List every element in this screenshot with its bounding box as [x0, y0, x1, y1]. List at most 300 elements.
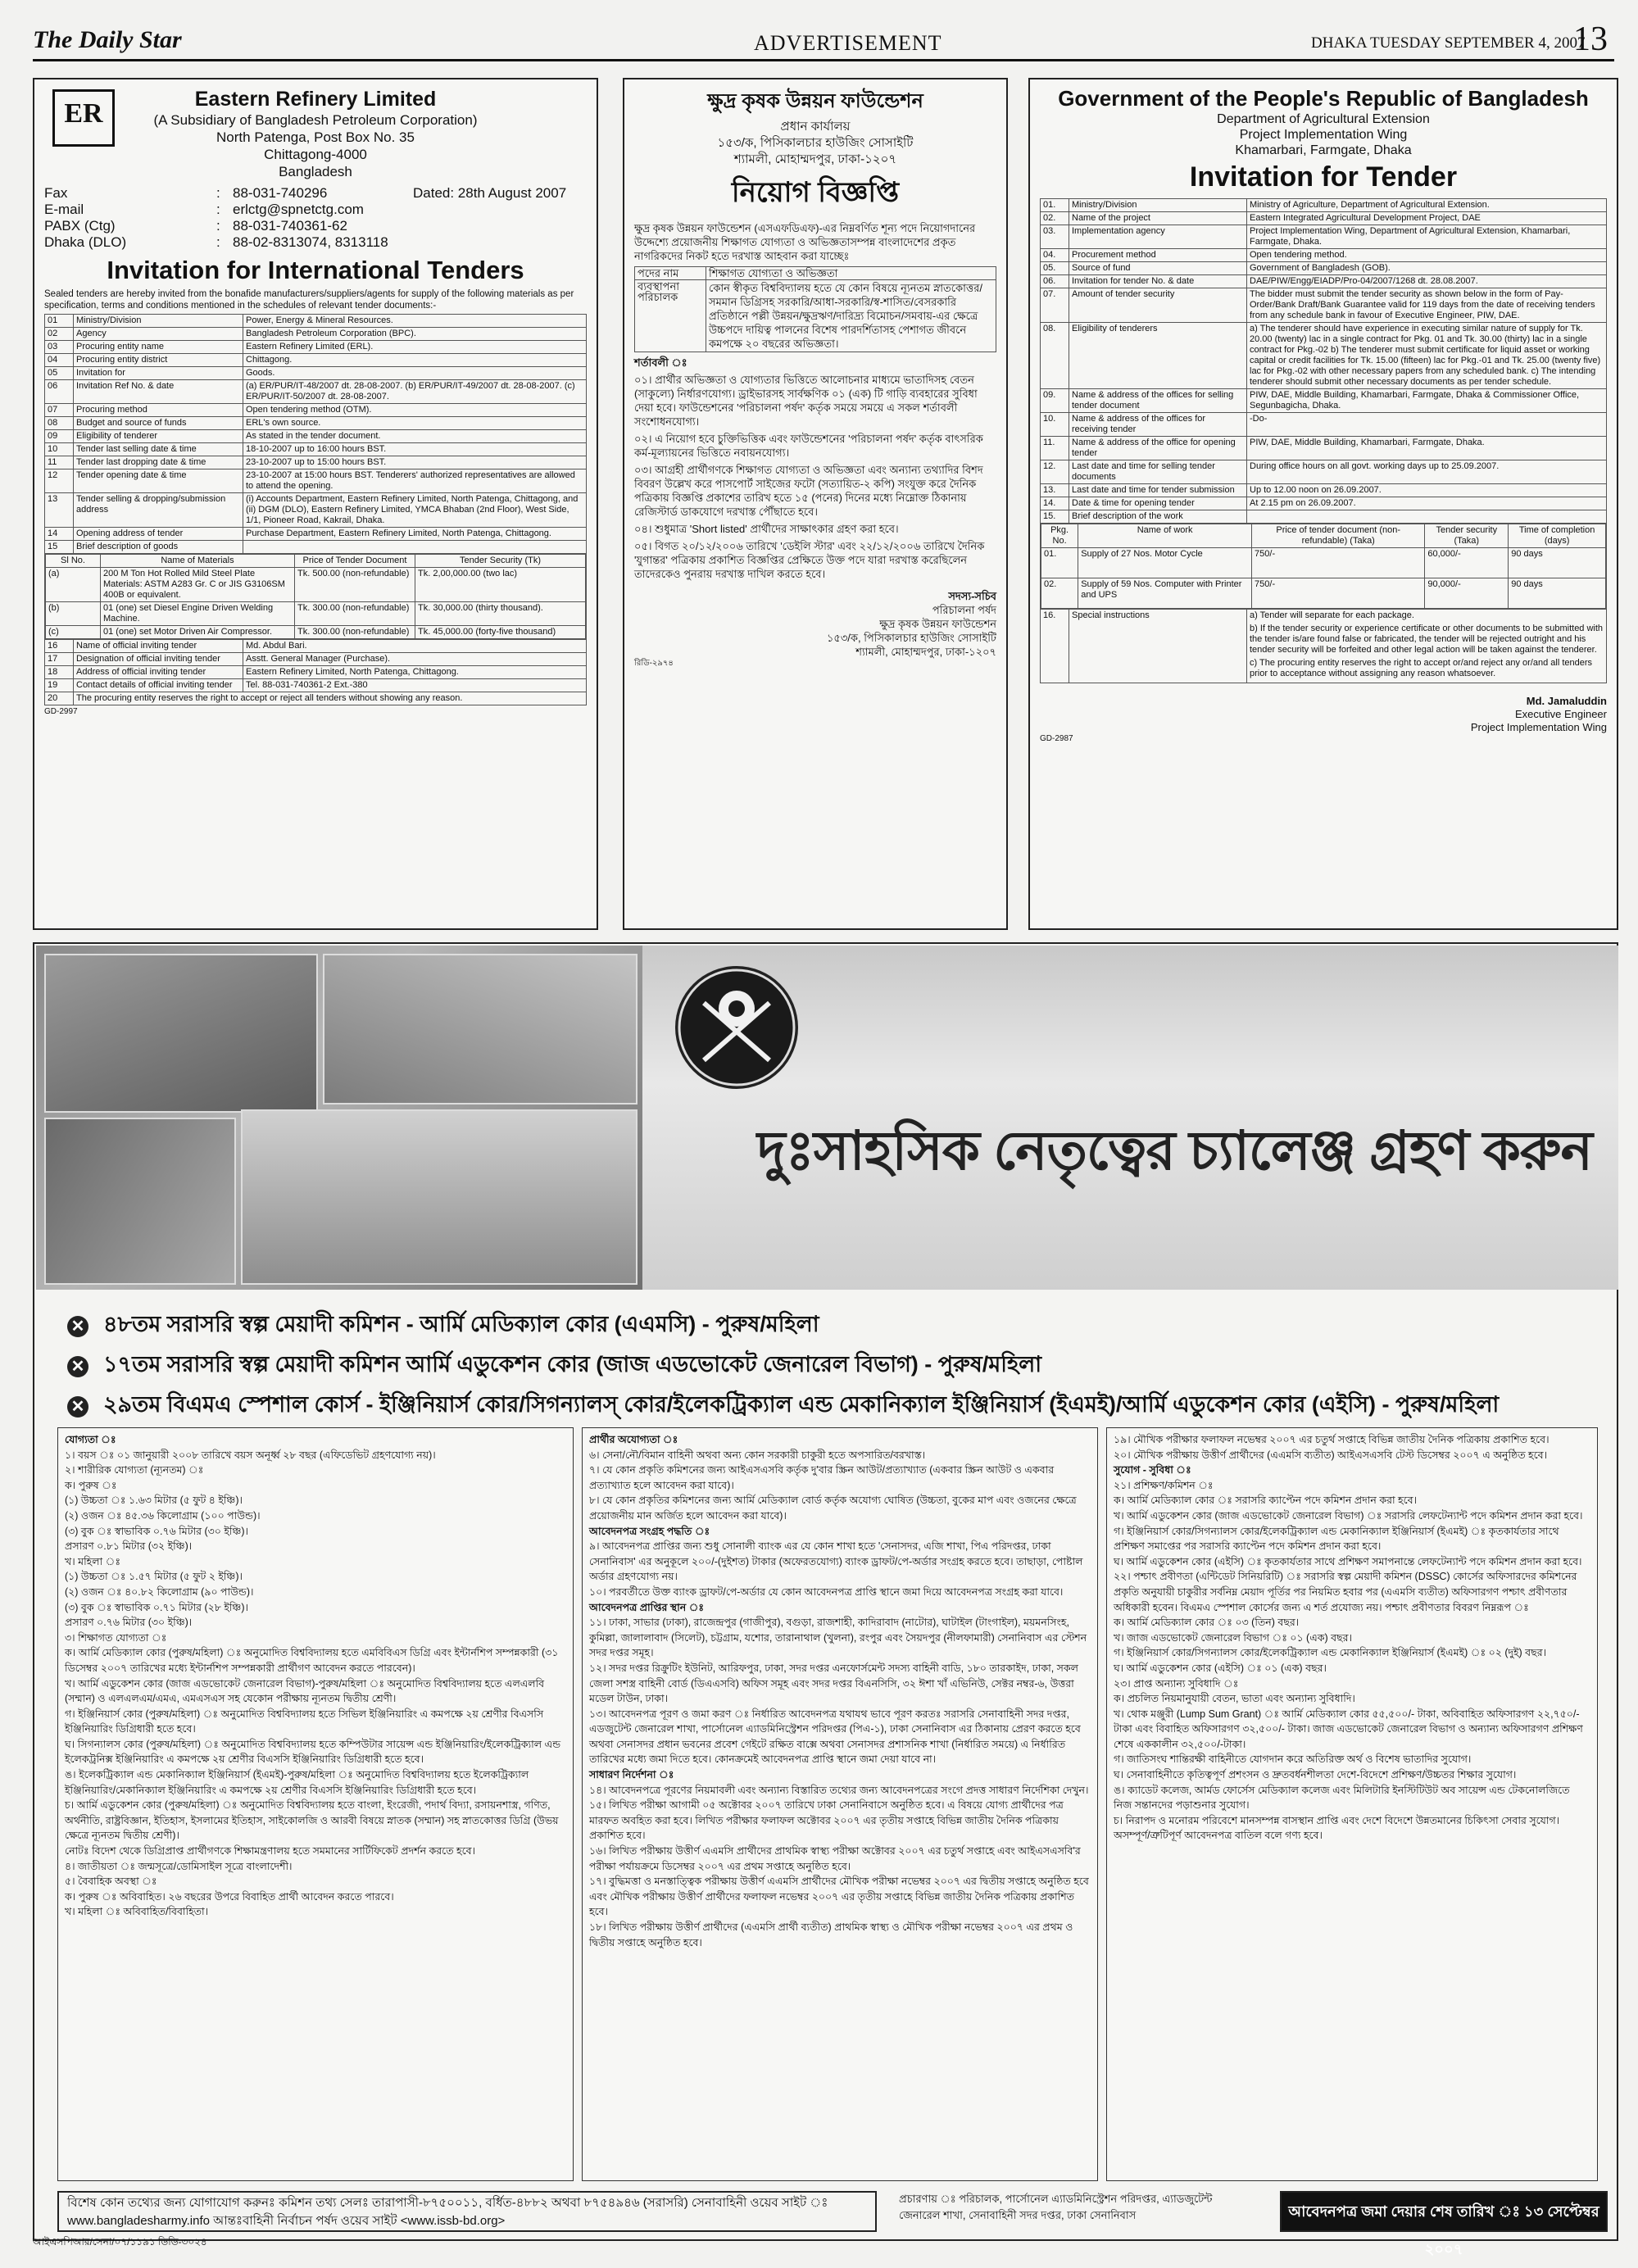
column-line: ঘ। আর্মি এডুকেশন কোর (এইসি) ঃ কৃতকার্যতার সাথে প্রশিক্ষণ সমাপনান্তে লেফটেন্যান্ট পদে কমিশন প্রদান করা হবে। — [1114, 1555, 1582, 1567]
table-cell: Supply of 59 Nos. Computer with Printer and UPS — [1078, 578, 1252, 609]
column-line: সাধারণ নির্দেশনা ঃ — [589, 1769, 674, 1781]
column-line: ঘ। সেনাবাহিনীতে কৃতিত্বপূর্ণ প্রশংসন ও দ্রুতবর্ধনশীলতা দেশে-বিদেশে প্রশিক্ষণ/উচ্চতর শিক্ষার সুযোগ। — [1114, 1769, 1517, 1781]
table-row — [45, 469, 587, 493]
department-address: Khamarbari, Farmgate, Dhaka — [1235, 143, 1412, 157]
table-cell: (a) — [46, 568, 101, 602]
table-cell: Ministry/Division — [1069, 199, 1247, 212]
table-header-cell: Price of Tender Document — [295, 555, 415, 568]
table-cell: Budget and source of funds — [74, 417, 243, 430]
table-cell: Designation of official inviting tender — [74, 653, 243, 666]
table-cell: Invitation for — [74, 367, 243, 380]
office-label: প্রধান কার্যালয় — [780, 120, 851, 134]
table-row — [1041, 510, 1607, 524]
table-cell: Brief description of the work — [1069, 510, 1247, 524]
construction-photo — [44, 1118, 236, 1285]
table-cell: 17 — [45, 653, 74, 666]
table-cell: Eastern Integrated Agricultural Development Project, DAE — [1247, 212, 1607, 225]
signer-line: পরিচালনা পর্ষদ — [932, 604, 996, 616]
column-line: (২) ওজন ঃ ৪৫.৩৬ কিলোগ্রাম (১০০ পাউন্ড)। — [65, 1509, 261, 1522]
wing-name: Project Implementation Wing — [1239, 128, 1408, 142]
column-line: খ। আর্মি এডুকেশন কোর (জাজ এডভোকেট জেনারেল বিভাগ)-পুরুষ/মহিলা ঃ অনুমোদিত বিশ্ববিদ্যালয় হতে এলএলবি (সম্মান) ও এলএলএম/এমএ, এমএসএস সহ যেকোন পরীক্ষায় ন্যূনতম দ্বিতীয় শ্রেণী। — [65, 1677, 545, 1705]
table-cell: Asstt. General Manager (Purchase). — [243, 653, 587, 666]
column-line: গ। ইঞ্জিনিয়ার্স কোর/সিগন্যালস কোর/ইলেকট্রিক্যাল এন্ড মেকানিক্যাল ইঞ্জিনিয়ার্স (ইএমই) ঃ ০২ (দুই) বছর। — [1114, 1647, 1547, 1659]
column-line: ৩। শিক্ষাগত যোগ্যতা ঃ — [65, 1631, 167, 1644]
table-cell: 90,000/- — [1425, 578, 1509, 609]
column-line: ৬। সেনা/নৌ/বিমান বাহিনী অথবা অন্য কোন সরকারী চাকুরী হতে অপসারিত/বরখাস্ত। — [589, 1449, 926, 1461]
column-line: গ। ইঞ্জিনিয়ার্স কোর (পুরুষ/মহিলা) ঃ অনুমোদিত বিশ্ববিদ্যালয় হতে সিভিল ইঞ্জিনিয়ারিং এ কমপক্ষে ২য় শ্রেণীর বিএসসি ইঞ্জিনিয়ারিং ডিগ্রিধারী হতে হবে। — [65, 1708, 544, 1735]
course-item — [67, 1388, 1591, 1425]
table-header-cell: Pkg. No. — [1041, 524, 1078, 548]
tender-title: Invitation for International Tenders — [107, 256, 524, 284]
table-row — [1041, 262, 1607, 275]
column-line: ঙ। ইলেকট্রিক্যাল এন্ড মেকানিক্যাল ইঞ্জিনিয়ার্স (ইএমই)-পুরুষ/মহিলা ঃ অনুমোদিত বিশ্ববিদ্যালয় হতে ইলেকট্রিক্যাল ইঞ্জিনিয়ারিং/মেকানিক্যাল ইঞ্জিনিয়ারিং এ কমপক্ষে ২য় শ্রেণীর বিএসসি ইঞ্জিনিয়ারিং ডিগ্রিধারী হতে হবে। — [65, 1769, 529, 1796]
table-cell: Ministry/Division — [74, 315, 243, 328]
recruitment-intro: ক্ষুদ্র কৃষক উন্নয়ন ফাউন্ডেশন (এসএফডিএফ)-এর নিম্নবর্ণিত শূন্য পদে নিয়োগদানের উদ্দেশ্যে প্রয়োজনীয় শিক্ষাগত যোগ্যতা ও অভিজ্ঞতাসম্পন্ন বাংলাদেশের প্রকৃত নাগরিকদের নিকট হতে দরখাস্ত আহবান করা যাচ্ছেঃ — [634, 222, 976, 262]
table-cell: Source of fund — [1069, 262, 1247, 275]
org-name: ক্ষুদ্র কৃষক উন্নয়ন ফাউন্ডেশন — [707, 90, 923, 112]
table-cell: Power, Energy & Mineral Resources. — [243, 315, 587, 328]
post-qualification: কোন স্বীকৃত বিশ্ববিদ্যালয় হতে যে কোন বিষয়ে ন্যূনতম স্নাতকোত্তর/সমমান ডিগ্রিসহ সরকারি/আধা-সরকারি/স্ব-শাসিত/বেসরকারি প্রতিষ্ঠানে পল্লী উন্নয়ন/ক্ষুদ্রঋণ/দারিদ্র্য বিমোচন/সমবায়-এর ক্ষেত্রে উচ্চপদে দায়িত্ব পালনের বিশেষ পারদর্শিতাসহ পেশাগত জীবনে কমপক্ষে ২০ বছরের অভিজ্ঞতা। — [706, 280, 996, 352]
contact-date: Dated: 28th August 2007 — [413, 185, 567, 201]
contact-value: 88-031-740296 — [233, 185, 328, 201]
ad-code: GD-2997 — [44, 707, 78, 716]
laboratory-photo — [241, 1109, 638, 1285]
term-item: ০৫। বিগত ২০/১২/২০০৬ তারিখে 'ডেইলি স্টার' এবং ২২/১২/২০০৬ তারিখে দৈনিক 'যুগান্তর' পত্রিকায় প্রকাশিত বিজ্ঞপ্তির প্রেক্ষিতে উক্ত পদে যারা দরখাস্ত করেছিলেন তাদেরকেও পুনরায় দরখাস্ত দাখিল করতে হবে। — [634, 540, 985, 580]
table-row — [45, 456, 587, 469]
table-row — [1041, 437, 1607, 460]
column-line: ঙ। ক্যাডেট কলেজ, আর্মড ফোর্সেস মেডিক্যাল কলেজ এবং মিলিটারি ইনস্টিটিউট অব সায়েন্স এন্ড টেকনোলজিতে নিজ সন্তানদের পড়াশুনার সুযোগ। — [1114, 1784, 1570, 1812]
column-line: ১৪। আবেদনপত্রে পূরণের নিয়মাবলী এবং অন্যান্য বিস্তারিত তথ্যের জন্য আবেদনপত্রের সংগে প্রদত্ত সাধারণ নির্দেশিকা দেখুন। — [589, 1784, 1089, 1796]
table-cell: (c) — [46, 626, 101, 639]
table-row — [1041, 548, 1606, 578]
column-line: আবেদনপত্র প্রাপ্তির স্থান ঃ — [589, 1601, 705, 1613]
column-line: খ। মহিলা ঃ অবিবাহিত/বিবাহিতা। — [65, 1906, 209, 1918]
signer-line: ক্ষুদ্র কৃষক উন্নয়ন ফাউন্ডেশন — [879, 618, 996, 630]
table-cell: At 2.15 pm on 26.09.2007. — [1247, 497, 1607, 510]
table-cell: 14 — [45, 528, 74, 541]
soldiers-bridge-photo — [44, 954, 318, 1113]
table-row — [45, 640, 587, 653]
column-line: নোটঃ বিদেশ থেকে ডিগ্রিপ্রাপ্ত প্রার্থীগণকে শিক্ষামন্ত্রণালয় হতে সমমানের সার্টিফিকেট প্রদর্শন করতে হবে। — [65, 1845, 476, 1857]
column-line: ১৩। আবেদনপত্র পূরণ ও জমা করণ ঃ নির্ধারিত আবেদনপত্র যথাযথ ভাবে পূরণ করতঃ সরাসরি সেনাবাহিনী সদর দপ্তর, এডজুটেন্ট জেনারেল শাখা, পার্সোনেল এ্যাডমিনিস্ট্রেশন পরিদপ্তর (পিএ-১), ঢাকা সেনানিবাস এর ঠিকানায় প্রেরণ করতে হবে অথবা সেনাসদর প্রধান ভবনের প্রবেশ গেইটে রক্ষিত বাক্সে অথবা সেনাসদর প্রশাসনিক শাখা (নির্ধারিত সময়ে) এ নির্ধারিত তারিখের মধ্যে জমা দিতে হবে। কোনক্রমেই আবেদনপত্র প্রাপ্তি স্থানে জমা দেয়া যাবে না। — [589, 1708, 1081, 1766]
column-line: ক। প্রচলিত নিয়মানুযায়ী বেতন, ভাতা এবং অন্যান্য সুবিধাদি। — [1114, 1693, 1355, 1705]
signature-block — [634, 589, 996, 659]
table-row — [1041, 578, 1606, 609]
eastern-refinery-tender-ad — [33, 78, 598, 930]
column-line: ২৩। প্রাপ্ত অন্যান্য সুবিধাদি ঃ — [1114, 1677, 1239, 1690]
table-cell: Address of official inviting tender — [74, 666, 243, 679]
course-name: ৪৮তম সরাসরি স্বল্প মেয়াদী কমিশন - আর্মি মেডিক্যাল কোর (এএমসি) - পুরুষ/মহিলা — [103, 1312, 819, 1336]
table-cell: Implementation agency — [1069, 225, 1247, 249]
contact-row — [44, 234, 587, 251]
column-line: গ। ইঞ্জিনিয়ার্স কোর/সিগন্যালস কোর/ইলেকট্রিক্যাল এন্ড মেকানিক্যাল ইঞ্জিনিয়ার্স (ইএমই) ঃ কৃতকার্যতার সাথে প্রশিক্ষণ সমাপ্তের পর সরাসরি ক্যাপ্টেন পদে কমিশন প্রদান করা হবে। — [1114, 1525, 1559, 1553]
table-row — [45, 354, 587, 367]
table-cell: 13 — [45, 493, 74, 528]
table-cell: 08 — [45, 417, 74, 430]
table-cell — [45, 554, 587, 640]
table-cell: Invitation Ref No. & date — [74, 380, 243, 404]
column-line: ১২। সদর দপ্তর রিক্রুটিং ইউনিট, আরিফপুর, ঢাকা, সদর দপ্তর এনফোর্সমেন্ট সদস্য বাহিনী বাডি, ১৮০ তারকাইদ, ঢাকা, সকল জেলা সশস্ত্র বাহিনী বোর্ড (ডিএএসবি) অফিস সমূহ এবং সদর দপ্তর বিএনসিসি, ৩২ ঈশা খাঁ এভিনিউ, সেক্টর নম্বর-৬, উত্তরা মডেল টাউন, ঢাকা। — [589, 1662, 1078, 1705]
department-name: Department of Agricultural Extension — [1217, 112, 1430, 126]
column-line: আবেদনপত্র সংগ্রহ পদ্ধতি ঃ — [589, 1525, 710, 1537]
special-instruction: c) The procuring entity reserves the right to accept or/and reject any or/and all tenders prior to acceptance without assigning any reason whatsoever. — [1250, 658, 1593, 678]
column-line: ৫। বৈবাহিক অবস্থা ঃ — [65, 1876, 157, 1888]
table-cell: Tender selling & dropping/submission address — [74, 493, 243, 528]
course-name: ২৯তম বিএমএ স্পেশাল কোর্স - ইঞ্জিনিয়ার্স কোর/সিগন্যালস্ কোর/ইলেকট্রিক্যাল এন্ড মেকানিক্যাল ইঞ্জিনিয়ার্স (ইএমই)/আর্মি এডুকেশন কোর (এইসি) - পুরুষ/মহিলা — [103, 1392, 1500, 1417]
table-row — [46, 568, 586, 602]
table-cell: Government of Bangladesh (GOB). — [1247, 262, 1607, 275]
table-cell: Tender last dropping date & time — [74, 456, 243, 469]
table-cell: Tk. 300.00 (non-refundable) — [295, 602, 415, 626]
table-cell: Md. Abdul Bari. — [243, 640, 587, 653]
signature-block — [1040, 695, 1607, 734]
term-item: ০৪। শুধুমাত্র 'Short listed' প্রার্থীদের সাক্ষাৎকার গ্রহণ করা হবে। — [634, 523, 899, 535]
table-cell: 18-10-2007 up to 16:00 hours BST. — [243, 443, 587, 456]
issue-date: DHAKA TUESDAY SEPTEMBER 4, 2007 — [1311, 34, 1586, 52]
eastern-refinery-logo: ER — [52, 89, 115, 147]
contact-value: 88-031-740361-62 — [233, 218, 347, 234]
column-line: চ। নিরাপদ ও মনোরম পরিবেশে মানসম্পন্ন বাসস্থান প্রাপ্তি এবং দেশে বিদেশে উন্নতমানের চিকিৎসা সেবার সুযোগ। — [1114, 1814, 1560, 1826]
table-cell: 200 M Ton Hot Rolled Mild Steel Plate Materials: ASTM A283 Gr. C or JIS G3106SM 400B or equivalent. — [101, 568, 295, 602]
table-cell: Procuring entity district — [74, 354, 243, 367]
goods-table — [45, 554, 586, 639]
table-cell: Goods. — [243, 367, 587, 380]
table-header-cell: Name of Materials — [101, 555, 295, 568]
table-header-cell: Sl No. — [46, 555, 101, 568]
signer-line: শ্যামলী, মোহাম্মদপুর, ঢাকা-১২০৭ — [855, 646, 996, 658]
column-line: ২১। প্রশিক্ষণ/কমিশন ঃ — [1114, 1479, 1214, 1491]
application-column — [582, 1427, 1098, 2181]
table-cell: 03 — [45, 341, 74, 354]
dae-tender-ad — [1028, 78, 1618, 930]
column-line: খ। আর্মি এডুকেশন কোর (জাজ এডভোকেট জেনারেল বিভাগ) ঃ সরাসরি লেফটেন্যান্ট পদে কমিশন প্রদান করা হবে। — [1114, 1509, 1583, 1522]
course-item — [67, 1308, 1591, 1345]
contact-label: Fax — [44, 185, 68, 201]
table-cell: 90 days — [1509, 578, 1606, 609]
table-cell: 16 — [45, 640, 74, 653]
table-row — [1041, 288, 1607, 323]
table-cell: 18 — [45, 666, 74, 679]
table-header-cell: Tender security (Taka) — [1425, 524, 1509, 548]
table-cell: 23-10-2007 up to 15:00 hours BST. — [243, 456, 587, 469]
page-header — [33, 20, 1614, 61]
table-row — [1041, 389, 1607, 413]
column-line: (৩) বুক ঃ স্বাভাবিক ০.৭১ মিটার (২৮ ইঞ্চি)। — [65, 1601, 248, 1613]
table-cell — [1247, 610, 1607, 683]
column-line: ২০। মৌখিক পরীক্ষায় উত্তীর্ণ প্রার্থীদের (এএমসি ব্যতীত) আইএসএসবি টেস্ট ডিসেম্বর ২০০৭ এ অনুষ্ঠিত হবে। — [1114, 1449, 1548, 1461]
org-address-line: শ্যামলী, মোহাম্মদপুর, ঢাকা-১২০৭ — [733, 152, 897, 166]
qualification-header: শিক্ষাগত যোগ্যতা ও অভিজ্ঞতা — [706, 267, 996, 280]
table-cell: 07 — [45, 404, 74, 417]
column-line: চ। আর্মি এডুকেশন কোর (পুরুষ/মহিলা) ঃ অনুমোদিত বিশ্ববিদ্যালয় হতে বাংলা, ইংরেজী, পদার্থ বিদ্যা, রসায়নশাস্ত্র, গণিত, অর্থনীতি, রাষ্ট্রবিজ্ঞান, ইতিহাস, ইসলামের ইতিহাস, সাইকোলজি ও আরবী বিষয়ে স্নাতক (সম্মান) সহ স্নাতকোত্তর ডিগ্রি (উভয় ক্ষেত্রে ন্যূনতম দ্বিতীয় শ্রেণী)। — [65, 1799, 559, 1842]
table-cell: The bidder must submit the tender security as shown below in the form of Pay-Order/Bank Draft/Bank Guarantee valid for 119 days from the date of receiving tenders from any schedule bank in favour of Executive Engineer, PIW, DAE. — [1247, 288, 1607, 323]
column-line: ১০। পরবর্তীতে উক্ত ব্যাংক ড্রাফট/পে-অর্ডার যে কোন আবেদনপত্র প্রাপ্তি স্থানে জমা দিয়ে আবেদনপত্র সংগ্রহ করা যাবে। — [589, 1585, 1064, 1598]
table-cell: PIW, DAE, Middle Building, Khamarbari, Farmgate, Dhaka & Commissioner Office, Segunbagicha, Dhaka. — [1247, 389, 1607, 413]
package-table — [1041, 524, 1606, 609]
table-cell: Invitation for tender No. & date — [1069, 275, 1247, 288]
column-line: ৭। যে কোন প্রকৃতি কমিশনের জন্য আইএসএসবি কর্তৃক দু'বার স্ক্রিন আউট/প্রত্যাখ্যাত (একবার স্ক্রিন আউট ও একবার প্রত্যাখ্যাত হলে আবেদন করা যাবে)। — [589, 1464, 1055, 1491]
table-cell — [1247, 510, 1607, 524]
table-cell: Project Implementation Wing, Department of Agricultural Extension, Khamarbari, Farmgate, Dhaka. — [1247, 225, 1607, 249]
table-cell: 11. — [1041, 437, 1069, 460]
table-cell: Last date and time for tender submission — [1069, 484, 1247, 497]
table-cell: -Do- — [1247, 413, 1607, 437]
table-cell: Procuring entity name — [74, 341, 243, 354]
table-cell: DAE/PIW/Engg/EIADP/Pro-04/2007/1268 dt. 28.08.2007. — [1247, 275, 1607, 288]
table-cell: Supply of 27 Nos. Motor Cycle — [1078, 548, 1252, 578]
table-cell: 01. — [1041, 199, 1069, 212]
table-cell: 01. — [1041, 548, 1078, 578]
column-line: সুযোগ - সুবিধা ঃ — [1114, 1464, 1191, 1476]
table-cell: Tel. 88-031-740361-2 Ext.-380 — [243, 679, 587, 692]
table-cell: (a) ER/PUR/IT-48/2007 dt. 28-08-2007. (b) ER/PUR/IT-49/2007 dt. 28-08-2007. (c) ER/PUR/IT-50/2007 dt. 28-08-2007. — [243, 380, 587, 404]
table-row — [1041, 212, 1607, 225]
table-cell: 01 — [45, 315, 74, 328]
table-row — [1041, 497, 1607, 510]
signer-title: সদস্য-সচিব — [948, 590, 996, 602]
table-cell: 04 — [45, 354, 74, 367]
table-cell: 06 — [45, 380, 74, 404]
column-line: ১৬। লিখিত পরীক্ষায় উত্তীর্ণ এএমসি প্রার্থীদের প্রাথমিক স্বাস্থ্য পরীক্ষা অক্টোবর ২০০৭ এর চতুর্থ সপ্তাহে এবং আইএসএসবি'র পরীক্ষা পর্যায়ক্রমে ডিসেম্বর ২০০৭ এর প্রথম সপ্তাহে অনুষ্ঠিত হবে। — [589, 1845, 1081, 1872]
table-row — [1041, 199, 1607, 212]
column-line: খ। থোক মঞ্জুরী (Lump Sum Grant) ঃ আর্মি মেডিক্যাল কোর ৫৫,৫০০/- টাকা, অবিবাহিত অফিসারগণ ২২,৭৫০/- টাকা এবং বিবাহিত অফিসারগণ ৩২,৫০০/- টাকা। জাজ এডভোকেট জেনারেল বিভাগ ও অন্যান্য অফিসারগণ প্রশিক্ষণ শেষে এককালীন ৩২,৫০০/-টাকা। — [1114, 1708, 1583, 1750]
post-header: পদের নাম — [635, 267, 706, 280]
table-cell: 20 — [45, 692, 74, 705]
column-line: ক। আর্মি মেডিক্যাল কোর ঃ ০৩ (তিন) বছর। — [1114, 1617, 1300, 1629]
column-line: প্রার্থীর অযোগ্যতা ঃ — [589, 1434, 678, 1445]
table-cell: 13. — [1041, 484, 1069, 497]
table-cell: 750/- — [1252, 548, 1425, 578]
table-row — [45, 430, 587, 443]
page-number: 13 — [1573, 20, 1608, 58]
deadline-box: আবেদনপত্র জমা দেয়ার শেষ তারিখ ঃ ১৩ সেপ্টেম্বর ২০০৭ — [1280, 2191, 1608, 2232]
table-cell: 08. — [1041, 323, 1069, 389]
course-list — [67, 1304, 1591, 1428]
company-address-line: Chittagong-4000 — [264, 147, 367, 162]
newspaper-name: The Daily Star — [33, 26, 182, 53]
benefits-column — [1106, 1427, 1598, 2181]
table-cell: Brief description of goods — [74, 541, 243, 554]
term-item: ০২। এ নিয়োগ হবে চুক্তিভিত্তিক এবং ফাউন্ডেশনের 'পরিচালনা পর্ষদ' কর্তৃক বাৎসরিক কর্ম-মূল্যায়নের ভিত্তিতে নবায়নযোগ্য। — [634, 433, 983, 459]
table-cell: 02. — [1041, 578, 1078, 609]
table-cell: During office hours on all govt. working days up to 25.09.2007. — [1247, 460, 1607, 484]
term-item: ০৩। আগ্রহী প্রার্থীগণকে শিক্ষাগত যোগ্যতা ও অভিজ্ঞতা এবং অন্যান্য তথ্যাদির বিশদ বিবরণ উল্লেখ করে পাসপোর্ট সাইজের ফটো (সত্যায়িত-২ কপি) সংযুক্ত করে দৈনিক পত্রিকায় বিজ্ঞপ্তি প্রকাশের তারিখ হতে ১৫ (পনের) দিনের মধ্যে নিম্নোক্ত ঠিকানায় রেজিস্টার্ড ডাকযোগে দরখাস্ত পৌঁছাতে হবে। — [634, 464, 983, 518]
table-row — [45, 328, 587, 341]
company-name: Eastern Refinery Limited — [194, 88, 437, 111]
cross-bullet-icon: ✕ — [67, 1396, 88, 1418]
table-row — [45, 341, 587, 354]
post-table — [634, 266, 996, 352]
table-row — [1041, 610, 1607, 683]
table-header-cell: Price of tender document (non-refundable) (Taka) — [1252, 524, 1425, 548]
table-cell: ERL's own source. — [243, 417, 587, 430]
contact-colon: : — [216, 202, 220, 217]
column-line: খ। মহিলা ঃ — [65, 1555, 121, 1567]
table-header-cell: Name of work — [1078, 524, 1252, 548]
contact-row — [44, 202, 587, 218]
column-line: ১৫। লিখিত পরীক্ষা আগামী ০৫ অক্টোবর ২০০৭ তারিখে ঢাকা সেনানিবাসে অনুষ্ঠিত হবে। এ বিষয়ে যোগ্য প্রার্থীদের পত্র মারফত অবহিত করা হবে। লিখিত পরীক্ষার ফলাফল অক্টোবর ২০০৭ এর তৃতীয় সপ্তাহে বিভিন্ন জাতীয় দৈনিক পত্রিকায় প্রকাশিত হবে। — [589, 1799, 1064, 1842]
table-row — [45, 417, 587, 430]
special-instruction: b) If the tender security or experience certificate or other documents to be submitted with the tender is/are found false or fabricated, the tender will be rejected outright and his tender security will be forfeited and other legal action will be taken against the tenderer. — [1250, 624, 1604, 655]
recruitment-title: নিয়োগ বিজ্ঞপ্তি — [731, 177, 900, 208]
table-cell: Name of the project — [1069, 212, 1247, 225]
contact-label: E-mail — [44, 202, 84, 217]
table-cell: 12. — [1041, 460, 1069, 484]
table-cell: Eligibility of tenderers — [1069, 323, 1247, 389]
column-line: ১৭। বুদ্ধিমত্তা ও মনস্তাত্ত্বিক পরীক্ষায় উত্তীর্ণ এএমসি প্রার্থীদের মৌখিক পরীক্ষা নভেম্বর ২০০৭ এর দ্বিতীয় সপ্তাহে অনুষ্ঠিত হবে এবং মৌখিক পরীক্ষায় উত্তীর্ণ প্রার্থীদের ফলাফল নভেম্বর ২০০৭ এর তৃতীয় সপ্তাহে বিভিন্ন জাতীয় দৈনিক পত্রিকায় প্রকাশিত হবে। — [589, 1876, 1089, 1918]
contact-label: PABX (Ctg) — [44, 218, 116, 234]
contact-value: erlctg@spnetctg.com — [233, 202, 364, 217]
company-address-line: Bangladesh — [279, 164, 352, 179]
contact-row — [44, 185, 587, 202]
column-line: প্রসারণ ০.৮১ মিটার (৩২ ইঞ্চি)। — [65, 1540, 193, 1553]
cross-bullet-icon: ✕ — [67, 1356, 88, 1377]
column-line: ক। আর্মি মেডিক্যাল কোর (পুরুষ/মহিলা) ঃ অনুমোদিত বিশ্ববিদ্যালয় হতে এমবিবিএস ডিগ্রি এবং ইন্টার্নশিপ সম্পন্নকারী (৩১ ডিসেম্বর ২০০৭ তারিখের মধ্যে ইন্টার্নশিপ সম্পন্নকারী প্রার্থীগণ আবেদন করতে পারবেন)। — [65, 1647, 559, 1674]
table-cell: 10 — [45, 443, 74, 456]
table-cell: 01 (one) set Motor Driven Air Compressor. — [101, 626, 295, 639]
table-cell: 02 — [45, 328, 74, 341]
tender-details-table — [1040, 198, 1607, 683]
table-cell: 15. — [1041, 510, 1069, 524]
table-row — [45, 666, 587, 679]
table-cell: 14. — [1041, 497, 1069, 510]
column-line: ৮। যে কোন প্রকৃতির কমিশনের জন্য আর্মি মেডিক্যাল বোর্ড কর্তৃক অযোগ্য ঘোষিত (উচ্চতা, বুকের মাপ এবং ওজনের ক্ষেত্রে প্রয়োজনীয় মান অর্জিত হলে আবেদন করা যাবে)। — [589, 1495, 1077, 1522]
column-line: খ। জাজ এডভোকেট জেনারেল বিভাগ ঃ ০১ (এক) বছর। — [1114, 1631, 1352, 1644]
table-row — [45, 653, 587, 666]
table-cell: Date & time for opening tender — [1069, 497, 1247, 510]
special-instruction: a) Tender will separate for each package. — [1250, 610, 1414, 620]
column-line: যোগ্যতা ঃ — [65, 1434, 116, 1445]
table-cell: Open tendering method (OTM). — [243, 404, 587, 417]
table-cell: Eastern Refinery Limited (ERL). — [243, 341, 587, 354]
column-line: ৪। জাতীয়তা ঃ জন্মসূত্রে/ডোমিসাইল সূত্রে বাংলাদেশী। — [65, 1860, 293, 1872]
table-cell: 60,000/- — [1425, 548, 1509, 578]
table-cell: Tender last selling date & time — [74, 443, 243, 456]
contact-colon: : — [216, 185, 220, 201]
table-cell: 05 — [45, 367, 74, 380]
table-row — [46, 555, 586, 568]
column-line: গ। জাতিসংঘ শান্তিরক্ষী বাহিনীতে যোগদান করে অতিরিক্ত অর্থ ও বিশেষ ভাতাদির সুযোগ। — [1114, 1753, 1472, 1766]
table-cell: Procurement method — [1069, 249, 1247, 262]
table-row — [45, 404, 587, 417]
table-cell: 07. — [1041, 288, 1069, 323]
table-cell: Ministry of Agriculture, Department of Agricultural Extension. — [1247, 199, 1607, 212]
table-row — [46, 626, 586, 639]
tender-title: Invitation for Tender — [1189, 161, 1458, 193]
table-cell: 10. — [1041, 413, 1069, 437]
table-cell: 01 (one) set Diesel Engine Driven Welding Machine. — [101, 602, 295, 626]
sfdf-recruitment-ad — [623, 78, 1008, 930]
column-line: ক। পুরুষ ঃ অবিবাহিত। ২৬ বছরের উপরে বিবাহিত প্রার্থী আবেদন করতে পারবে। — [65, 1890, 394, 1903]
column-line: (১) উচ্চতা ঃ ১.৬৩ মিটার (৫ ফুট ৪ ইঞ্চি)। — [65, 1495, 243, 1507]
table-cell: Tk. 300.00 (non-refundable) — [295, 626, 415, 639]
column-line: ক। পুরুষ ঃ — [65, 1479, 117, 1491]
table-cell: 05. — [1041, 262, 1069, 275]
column-line: প্রসারণ ০.৭৬ মিটার (৩০ ইঞ্চি)। — [65, 1617, 193, 1629]
table-cell: 09 — [45, 430, 74, 443]
table-cell: Eligibility of tenderer — [74, 430, 243, 443]
cross-bullet-icon: ✕ — [67, 1316, 88, 1337]
table-cell: 06. — [1041, 275, 1069, 288]
course-item — [67, 1348, 1591, 1385]
ad-code: আইএসপিআর/সেনা/০৭/১১৯১ ডিডি-৩০২৪ — [33, 2236, 207, 2248]
column-line: ৯। আবেদনপত্র প্রাপ্তির জন্য শুধু সোনালী ব্যাংক এর যে কোন শাখা হতে 'সেনাসদর, এজি শাখা, পিএ পরিদপ্তর, ঢাকা সেনানিবাস' এর অনুকূলে ২০০/-(দুইশত) টাকার (অফেরতযোগ্য) ব্যাংক ড্রাফট/পে-অর্ডার সংগ্রহ করতে হবে। তাছাড়া, পোষ্টাল অর্ডার গ্রহণযোগ্য নয়। — [589, 1540, 1083, 1583]
contact-value: 88-02-8313074, 8313118 — [233, 234, 388, 250]
table-cell: Bangladesh Petroleum Corporation (BPC). — [243, 328, 587, 341]
table-cell: Opening address of tender — [74, 528, 243, 541]
table-cell: 19 — [45, 679, 74, 692]
contact-info-box: বিশেষ কোন তথ্যের জন্য যোগাযোগ করুনঃ কমিশন তথ্য সেলঃ তারাপাসী-৮৭৫০০১১, বর্ধিত-৪৮৮২ অথবা ৮৭৫৪৯৪৬ (সরাসরি) সেনাবাহিনী ওয়েব সাইট ঃ www.bangladesharmy.info আন্তঃবাহিনী নির্বাচন পর্ষদ ওয়েব সাইট <www.issb-bd.org> — [57, 2191, 877, 2232]
table-cell: Last date and time for selling tender documents — [1069, 460, 1247, 484]
table-cell: 04. — [1041, 249, 1069, 262]
table-cell: Agency — [74, 328, 243, 341]
government-name: Government of the People's Republic of Bangladesh — [1058, 86, 1589, 111]
contact-label: Dhaka (DLO) — [44, 234, 127, 250]
table-row — [45, 443, 587, 456]
banner-photo — [36, 946, 1618, 1290]
table-cell: 12 — [45, 469, 74, 493]
post-name: ব্যবস্থাপনা পরিচালক — [635, 280, 706, 352]
eligibility-column — [57, 1427, 574, 2181]
table-cell: Purchase Department, Eastern Refinery Limited, North Patenga, Chittagong. — [243, 528, 587, 541]
table-row — [45, 679, 587, 692]
column-line: ১। বয়স ঃ ০১ জানুয়ারী ২০০৮ তারিখে বয়স অনূর্ধ্ব ২৮ বছর (এফিডেভিট গ্রহণযোগ্য নয়)। — [65, 1449, 436, 1461]
table-cell: Tk. 2,00,000.00 (two lac) — [415, 568, 586, 602]
table-cell: 11 — [45, 456, 74, 469]
table-cell: The procuring entity reserves the right to accept or reject all tenders without showing any reason. — [74, 692, 587, 705]
table-cell: Eastern Refinery Limited, North Patenga, Chittagong. — [243, 666, 587, 679]
table-cell: Tender opening date & time — [74, 469, 243, 493]
table-cell: 23-10-2007 at 15:00 hours BST. Tenderers' authorized representatives are allowed to attend the opening. — [243, 469, 587, 493]
column-line: (৩) বুক ঃ স্বাভাবিক ০.৭৬ মিটার (৩০ ইঞ্চি)। — [65, 1525, 249, 1537]
table-row — [45, 315, 587, 328]
table-row — [46, 602, 586, 626]
publicity-line: প্রচারণায় ঃ পরিচালক, পার্সোনেল এ্যাডমিনিস্ট্রেশন পরিদপ্তর, এ্যাডজুটেন্ট জেনারেল শাখা, সেনাবাহিনী সদর দপ্তর, ঢাকা সেনানিবাস — [899, 2193, 1213, 2221]
company-address-line: North Patenga, Post Box No. 35 — [216, 129, 415, 145]
contact-colon: : — [216, 218, 220, 234]
table-cell: Tk. 45,000.00 (forty-five thousand) — [415, 626, 586, 639]
table-cell: As stated in the tender document. — [243, 430, 587, 443]
table-cell: 16. — [1041, 610, 1069, 683]
column-line: (২) ওজন ঃ ৪০.৮২ কিলোগ্রাম (৯০ পাউন্ড)। — [65, 1585, 254, 1598]
section-title: ADVERTISEMENT — [754, 31, 942, 55]
org-address-line: ১৫৩/ক, পিসিকালচার হাউজিং সোসাইটি — [717, 136, 914, 150]
table-cell: 750/- — [1252, 578, 1425, 609]
table-header-cell: Time of completion (days) — [1509, 524, 1606, 548]
table-cell: Name & address of the offices for selling tender document — [1069, 389, 1247, 413]
table-cell: 02. — [1041, 212, 1069, 225]
table-cell: Chittagong. — [243, 354, 587, 367]
column-line: ২। শারীরিক যোগ্যতা (ন্যূনতম) ঃ — [65, 1464, 204, 1476]
table-row — [45, 493, 587, 528]
table-cell: (b) — [46, 602, 101, 626]
table-cell: 09. — [1041, 389, 1069, 413]
contact-row — [44, 218, 587, 234]
table-cell: Up to 12.00 noon on 26.09.2007. — [1247, 484, 1607, 497]
slogan: দুঃসাহসিক নেতৃত্বের চ্যালেঞ্জ গ্রহণ করুন — [757, 1120, 1592, 1181]
table-row — [45, 541, 587, 554]
signer-title: Executive Engineer — [1514, 708, 1607, 720]
table-cell: 90 days — [1509, 548, 1606, 578]
column-line: ঘ। আর্মি এডুকেশন কোর (এইসি) ঃ ০১ (এক) বছর। — [1114, 1662, 1327, 1674]
table-cell: 03. — [1041, 225, 1069, 249]
column-line: ১১। ঢাকা, সাভার (ঢাকা), রাজেন্দ্রপুর (গাজীপুর), বগুড়া, রাজশাহী, কাদিরাবাদ (নাটোর), ঘাটাইল (টাংগাইল), ময়মনসিংহ, কুমিল্লা, জালালাবাদ (সিলেট), চট্টগ্রাম, যশোর, তারানাথাল (খুলনা), রংপুর এবং সৈয়দপুর (নীলফামারী) সেনানিবাস এর স্টেশন সদর দপ্তর সমূহ। — [589, 1617, 1087, 1659]
table-cell: Name of official inviting tender — [74, 640, 243, 653]
photo-collage — [36, 946, 642, 1290]
ad-code: রিডি-২৯৭৪ — [634, 659, 674, 668]
table-row — [45, 380, 587, 404]
table-row — [1041, 275, 1607, 288]
